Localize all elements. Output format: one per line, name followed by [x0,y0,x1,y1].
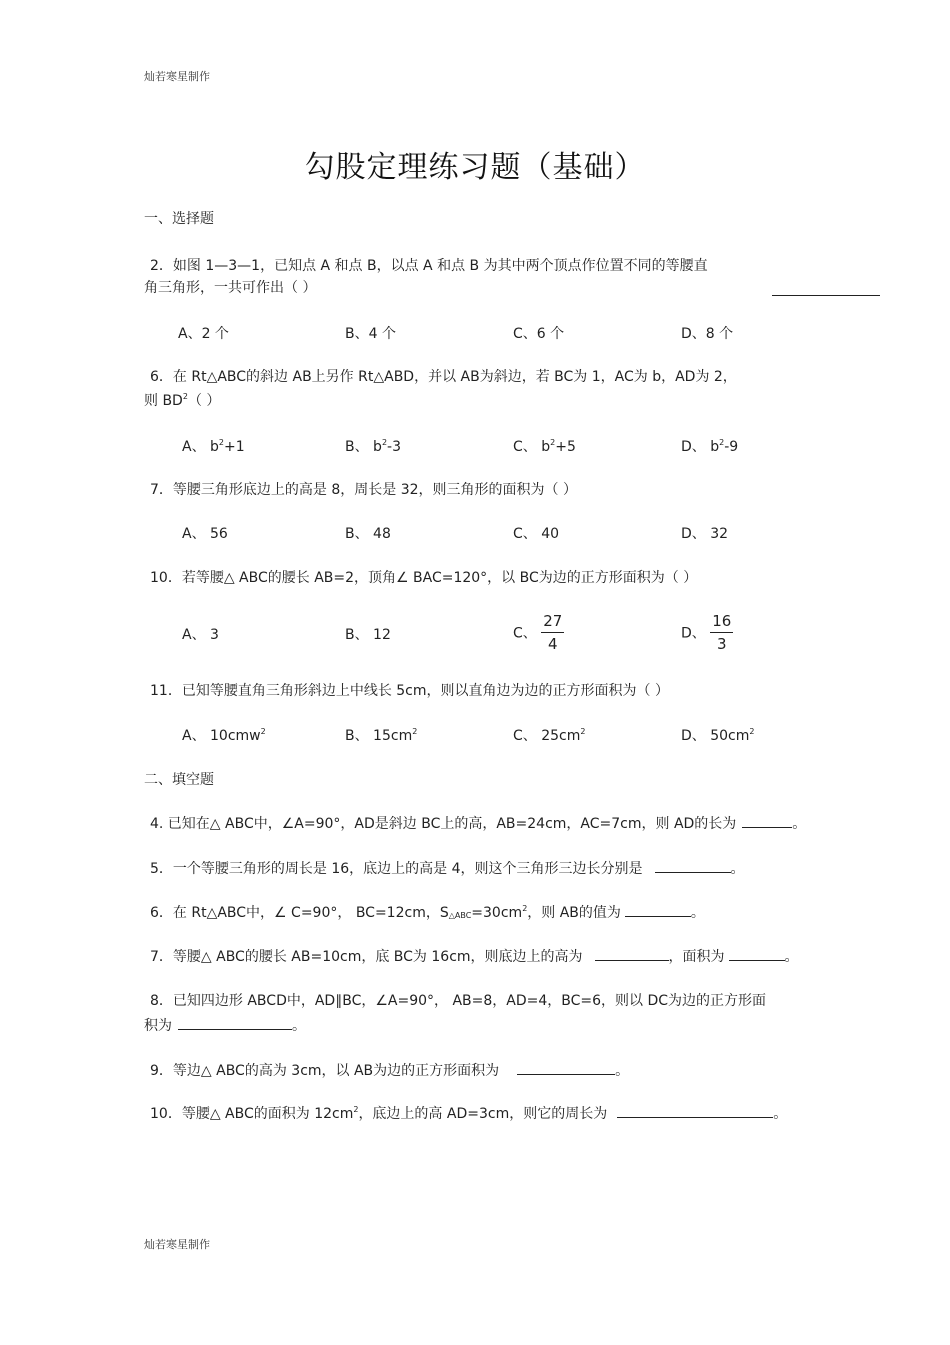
q10-option-c: C、 $\frac{27}{4}$ [513,612,563,653]
footer-note: 灿若寒星制作 [144,1238,210,1251]
fill-question-6: 6．在 Rt△ABC中，∠ C=90°， BC=12cm，$S_{\triangle ABC}=30cm^2$，则 AB的值为 。 [150,904,705,921]
answer-blank [595,948,669,961]
fill-question-4: 4. 已知在△ ABC中，∠A=90°，AD是斜边 BC上的高，AB=24cm，AC=7cm，则 AD的长为 。 [150,816,807,832]
q11-option-c: C、 $25cm^2$ [513,727,586,744]
q7-option-a: A、 56 [182,526,228,542]
q7-option-b: B、 48 [345,526,391,542]
page-title: 勾股定理练习题（基础） [304,150,646,185]
fill-question-10: 10．等腰△ ABC的面积为 $12cm^2$，底边上的高 AD=3cm，则它的周长为 。 [150,1105,788,1122]
answer-blank [617,1105,773,1118]
fraction: $\frac{16}{3}$ [712,612,732,653]
fill-question-9: 9．等边△ ABC的高为 3cm，以 AB为边的正方形面积为 。 [150,1063,630,1079]
q2-option-d: D、8 个 [681,326,734,342]
q6-option-c: C、 $b^2+5$ [513,438,576,455]
fill-question-8-line1: 8．已知四边形 ABCD中，AD∥BC，∠A=90°， AB=8，AD=4，BC=6，则以 DC为边的正方形面 [150,993,767,1009]
header-note: 灿若寒星制作 [144,70,210,83]
question-7-line1: 7．等腰三角形底边上的高是 8，周长是 32，则三角形的面积为（ ） [150,482,577,498]
answer-blank [655,860,731,873]
q6-option-a: A、 $b^2+1$ [182,438,245,455]
answer-blank [625,904,691,917]
section-heading-fill: 二、填空题 [144,772,214,788]
q7-option-d: D、 32 [681,526,729,542]
q6-option-b: B、 $b^2-3$ [345,438,402,455]
q11-option-d: D、 $50cm^2$ [681,727,755,744]
answer-blank [742,815,792,828]
q2-option-a: A、2 个 [178,326,229,342]
question-2-line1: 2．如图 1—3—1，已知点 A 和点 B，以点 A 和点 B 为其中两个顶点作位置不同的等腰直 [150,258,708,274]
answer-blank [517,1062,615,1075]
question-11-line1: 11．已知等腰直角三角形斜边上中线长 5cm，则以直角边为边的正方形面积为（ ） [150,683,669,699]
q10-option-d: D、 $\frac{16}{3}$ [681,612,732,653]
q10-option-a: A、 3 [182,627,219,643]
question-6-line1: 6．在 Rt△ABC的斜边 AB上另作 Rt△ABD，并以 AB为斜边，若 BC为 1，AC为 b，AD为 2， [150,369,737,385]
q10-option-b: B、 12 [345,627,391,643]
question-6-line2: 则 $BD^2$（ ） [144,392,221,409]
q11-option-b: B、 $15cm^2$ [345,727,418,744]
q7-option-c: C、 40 [513,526,560,542]
q6-option-d: D、 $b^2-9$ [681,438,739,455]
fill-question-7: 7．等腰△ ABC的腰长 AB=10cm，底 BC为 16cm，则底边上的高为 ，面积为 。 [150,949,799,965]
answer-line [772,295,880,296]
fill-question-8-line2: 积为 。 [144,1018,306,1034]
question-2-line2: 角三角形，一共可作出（ ） [144,280,317,296]
fraction: $\frac{27}{4}$ [543,612,563,653]
answer-blank [729,948,785,961]
section-heading-choice: 一、选择题 [144,211,214,227]
question-10-line1: 10．若等腰△ ABC的腰长 AB=2，顶角∠ BAC=120°，以 BC为边的正方形面积为（ ） [150,570,698,586]
answer-blank [178,1017,292,1030]
q11-option-a: A、 10cmw$^2$ [182,727,266,744]
q2-option-c: C、6 个 [513,326,565,342]
q2-option-b: B、4 个 [345,326,396,342]
fill-question-5: 5．一个等腰三角形的周长是 16，底边上的高是 4，则这个三角形三边长分别是 。 [150,861,745,877]
